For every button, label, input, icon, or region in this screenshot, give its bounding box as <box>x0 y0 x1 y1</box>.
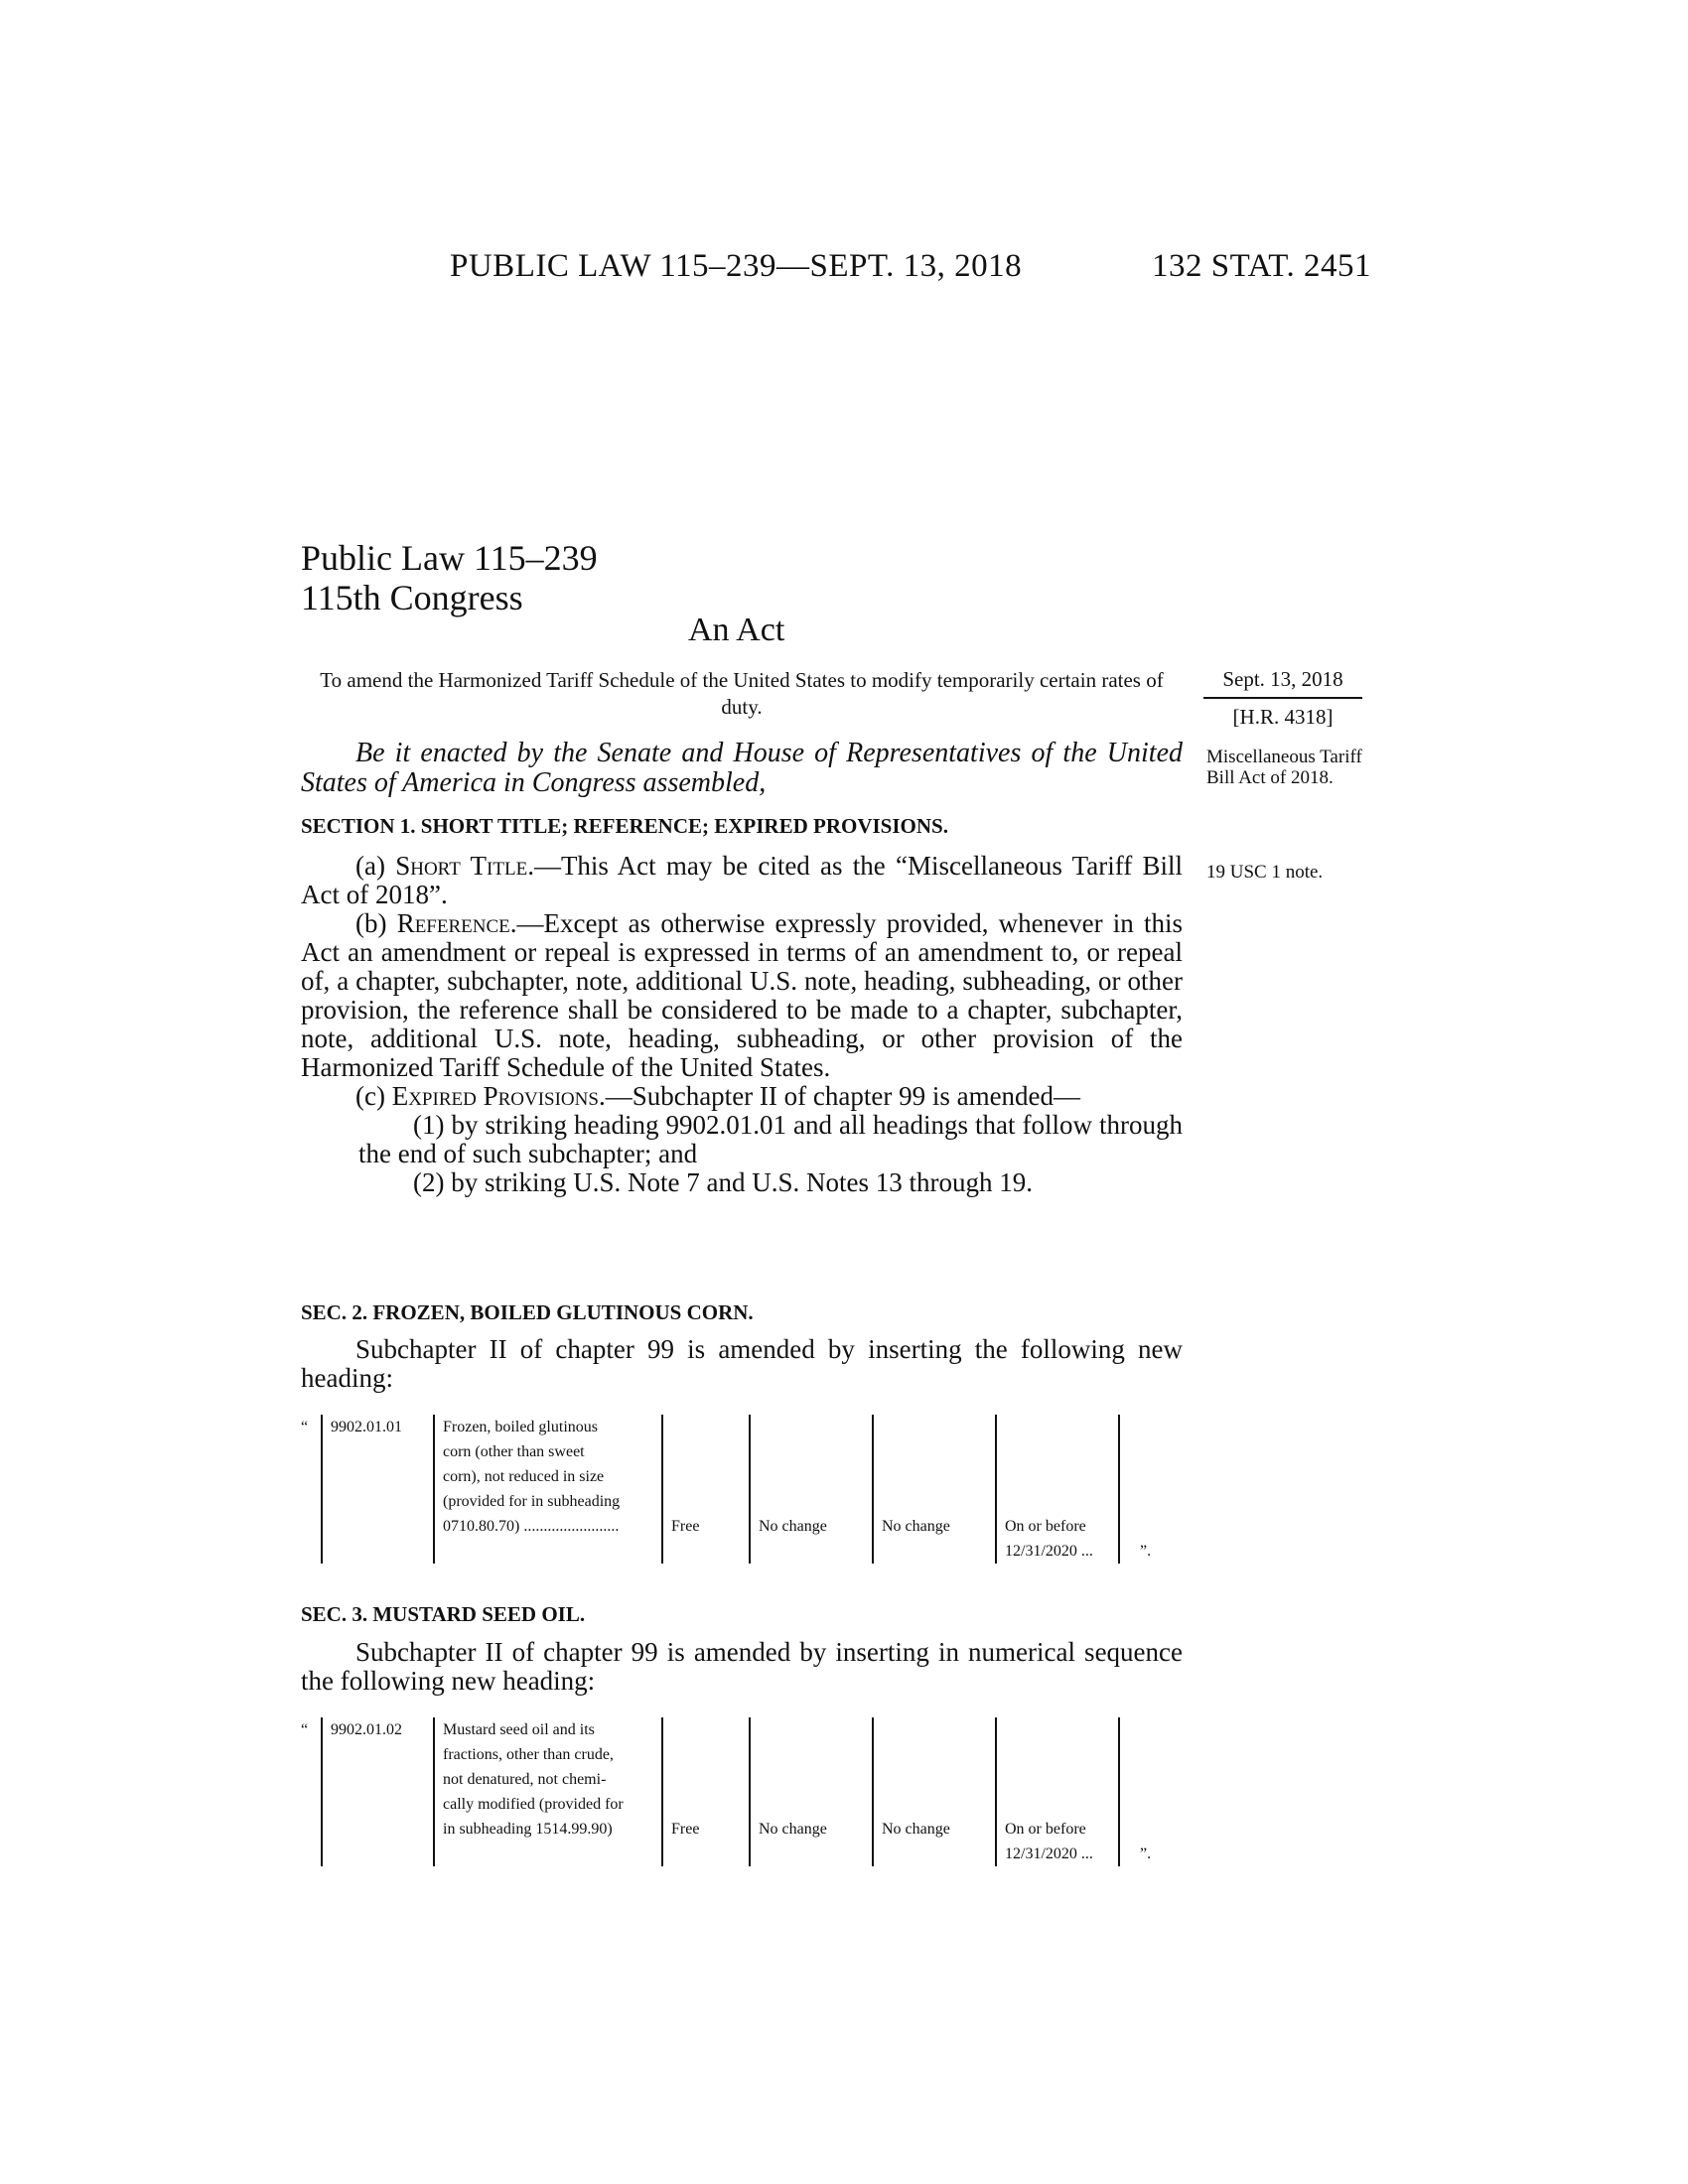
close-quote: ”. <box>1119 1717 1159 1866</box>
margin-note-short-title: Miscellaneous Tariff Bill Act of 2018. <box>1206 747 1362 788</box>
effective-period-cell: On or before 12/31/2020 ... <box>996 1717 1119 1866</box>
enactment-date: Sept. 13, 2018 <box>1203 667 1362 699</box>
enacting-clause <box>301 739 1183 798</box>
general-rate-change-cell: No change <box>750 1415 873 1564</box>
law-title-block <box>301 538 598 617</box>
enactment-date-box <box>1203 667 1362 730</box>
description-cell: Frozen, boiled glutinous corn (other than sweet corn), not reduced in size (provided for in subheading 0710.80.70) ........................ <box>434 1415 662 1564</box>
tariff-table-9902-01-01 <box>301 1415 1159 1564</box>
paragraph-c1: (1) by striking heading 9902.01.01 and all headings that follow through the end of such subchapter; and <box>358 1110 1183 1168</box>
subsection-c: (c) Expired Provisions.—Subchapter II of chapter 99 is amended— <box>355 1081 1081 1111</box>
table-row <box>301 1717 1159 1866</box>
section-2-text: Subchapter II of chapter 99 is amended by inserting the following new heading: <box>301 1334 1183 1393</box>
subsection-b: (b) Reference.—Except as otherwise expressly provided, whenever in this Act an amendment or repeal is expressed in terms of an amendment to, or repeal of, a chapter, subchapter, note, additional U.S. note, heading, subheading, or other provision, the reference shall be considered to be made to a chapter, subchapter, note, additional U.S. note, heading, subheading, or other provision of the Harmonized Tariff Schedule of the United States. <box>301 908 1183 1082</box>
close-quote: ”. <box>1119 1415 1159 1564</box>
special-rate-change-cell: No change <box>873 1415 996 1564</box>
enacting-clause-text: Be it enacted by the Senate and House of Representatives of the United States of America in Congress assembled, <box>301 738 1183 798</box>
open-quote: “ <box>301 1721 309 1738</box>
section-1-heading: SECTION 1. SHORT TITLE; REFERENCE; EXPIRED PROVISIONS. <box>301 814 948 838</box>
bill-number: [H.R. 4318] <box>1232 705 1334 729</box>
description-cell: Mustard seed oil and its fractions, other than crude, not denatured, not chemi- cally modified (provided for in subheading 1514.99.90) <box>434 1717 662 1866</box>
table-row <box>301 1415 1159 1564</box>
margin-note-usc: 19 USC 1 note. <box>1206 862 1324 883</box>
effective-period-cell: On or before 12/31/2020 ... <box>996 1415 1119 1564</box>
page-number: 132 STAT. 2451 <box>1152 248 1372 284</box>
running-header-title: PUBLIC LAW 115–239—SEPT. 13, 2018 <box>450 248 1023 284</box>
subsection-a-title: Short Title <box>395 851 528 881</box>
section-2-heading: SEC. 2. FROZEN, BOILED GLUTINOUS CORN. <box>301 1300 754 1324</box>
general-rate-change-cell: No change <box>750 1717 873 1866</box>
section-3-heading: SEC. 3. MUSTARD SEED OIL. <box>301 1602 586 1626</box>
rate-cell: Free <box>662 1415 750 1564</box>
open-quote: “ <box>301 1419 309 1435</box>
subsection-c-title: Expired Provisions <box>391 1081 599 1111</box>
tariff-table-9902-01-02 <box>301 1717 1159 1866</box>
special-rate-change-cell: No change <box>873 1717 996 1866</box>
rate-cell: Free <box>662 1717 750 1866</box>
law-number: Public Law 115–239 <box>301 538 598 578</box>
paragraph-c2: (2) by striking U.S. Note 7 and U.S. Notes 13 through 19. <box>413 1167 1033 1197</box>
subsection-b-title: Reference <box>396 908 510 938</box>
heading-cell: 9902.01.02 <box>322 1717 434 1866</box>
heading-cell: 9902.01.01 <box>322 1415 434 1564</box>
congress-number: 115th Congress <box>301 578 523 617</box>
section-1-body <box>301 852 1183 1197</box>
subsection-a: (a) Short Title.—This Act may be cited as the “Miscellaneous Tariff Bill Act of 2018”. <box>301 851 1183 909</box>
section-3-text: Subchapter II of chapter 99 is amended by inserting in numerical sequence the following new heading: <box>301 1637 1183 1696</box>
purpose-statement: To amend the Harmonized Tariff Schedule of the United States to modify temporarily certain rates of duty. <box>320 668 1164 719</box>
act-title: An Act <box>688 612 785 648</box>
